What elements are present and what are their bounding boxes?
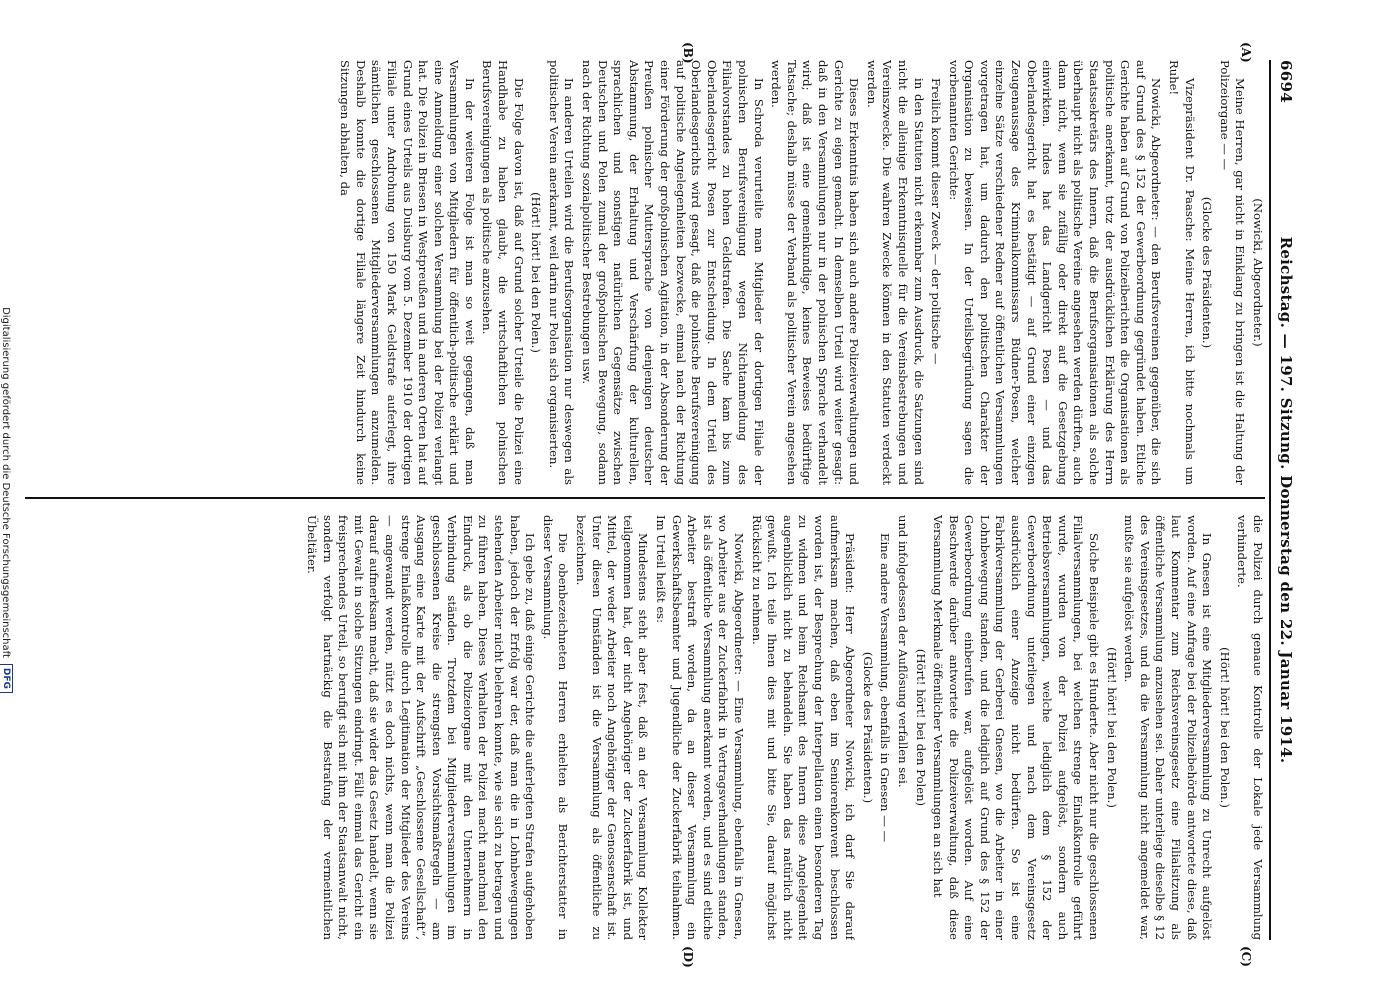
stage-direction: (Glocke des Präsidenten.) (860, 651, 875, 804)
left-column (25, 60, 1265, 485)
paragraph: Vizepräsident Dr. Paasche: Meine Herren, ich bitte nochmals um Ruhe! (1167, 60, 1197, 485)
paragraph: In Gnesen ist eine Mitgliederversammlung zu Unrecht aufgelöst worden. Auf eine Anfrage bei der Polizeibehörde antwortete diese, daß laut Kommentar zum Reichsvereinsgesetz eine Filialsitzung als öffentliche Versammlung anzusehen sei. Daher unterliege dieselbe § 12 des Vereinsgesetzes, und da die Versammlung nicht angemeldet war, mußte sie aufgelöst werden. (1122, 515, 1215, 940)
paragraph: Solche Beispiele gibt es Hunderte. Aber nicht nur die geschlossenen Filialversammlungen, bei welchen strenge Einlaßkontrolle geführt wurde, wurden von der Polizei aufgelöst, sondern auch Betriebsversammlungen, welche lediglich dem § 152 der Gewerbeordnung unterliegen und nach dem Vereinsgesetz ausdrücklich einer Anzeige nicht bedürfen. So ist eine Fabrikversammlung der Gerberei Gnesen, wo die Arbeiter in einer Lohnbewegung standen, und die lediglich auf Grund des § 152 der Gewerbeordnung einberufen war, aufgelöst worden. Auf eine Beschwerde darüber antwortete die Polizeiverwaltung, daß diese Versammlung Merkmale öffentlicher Versammlungen an sich hat (931, 515, 1102, 940)
stage-direction: (Hört! hört! bei den Polen.) (1217, 647, 1232, 808)
paragraph: In der weiteren Folge ist man so weit gegangen, daß man Versammlungen von Mitgliedern für öffentlich-politische erklärt und eine Anmeldung einer solchen Versammlung bei der Polizei verlangt hat. Die Polizei in Briesen in Westpreußen und in anderen Orten hat auf Grund eines Urteils aus Duisburg vom 5. Dezember 1910 der dortigen Filiale unter Androhung von 150 Mark Geldstrafe auferlegt, ihre sämtlichen geschlossenen Mitgliederversammlungen anzumelden. Deshalb konnte die dortige Filiale längere Zeit hindurch keine Sitzungen abhalten, da (338, 60, 477, 485)
page-title: Reichstag. — 197. Sitzung. Donnerstag den 22. Januar 1914. (1277, 236, 1295, 764)
page-number: 6694 (1277, 60, 1295, 103)
paragraph: Die Folge davon ist, daß auf Grund solcher Urteile die Polizei eine Handhabe zu haben glaubt, die wirtschaftlichen polnischen Berufsvereinigungen als politische anzusehen. (480, 60, 526, 485)
right-column (25, 515, 1265, 940)
paragraph: Eine andere Versammlung, ebenfalls in Gnesen — — (878, 533, 893, 843)
column-divider (25, 497, 1265, 499)
paragraph: In anderen Urteilen wird die Berufsorganisation nur deswegen als politischer Verein anerkannt, weil darin nur Polen sich organisierten. (546, 60, 577, 485)
paragraph: Dieses Erkenntnis haben sich auch andere Polizeiverwaltungen und Gerichte zu eigen gemacht. In demselben Urteil wird weiter gesagt: daß in den Versammlungen nur in der polnischen Sprache verhandelt wird; daß ist eine gemeinkundige, keines Beweises bedürftige Tatsache; deshalb müsse der Verband als politischer Verein angesehen werden. (769, 60, 862, 485)
paragraph: Meine Herren, gar nicht in Einklang zu bringen ist die Haltung der Polizeiorgane — — (1217, 60, 1248, 485)
paragraph: und infolgedessen der Auflösung verfallen sei. (895, 515, 910, 788)
speaker-continuation: (Nowicki, Abgeordneter.) (1251, 198, 1265, 347)
margin-marker-d: (D) (681, 946, 695, 968)
digitization-credit (0, 0, 13, 1000)
paragraph: Freilich kommt dieser Zweck — der politische — (929, 78, 944, 365)
page-header (1269, 60, 1297, 940)
paragraph: Ich gebe zu, daß einige Gerichte die auferlegten Strafen aufgehoben haben, jedoch der Erfolg war der, daß man die in Lohnbewegungen stehenden Arbeiter nicht belehren konnte, wie sie sich zu betragen und zu führen haben. Dieses Verhalten der Polizei macht manchmal den Eindruck, als ob die Polizeiorgane mit den Unternehmern in Verbindung ständen. Trotzdem bei Mitgliederversammlungen im geschlossenen Kreise die strengsten Vorsichtsmaßregeln — am Ausgang eine Karte mit der Aufschrift „Geschlossene Gesellschaft“, strenge Einlaßkontrolle durch Legitimation der Mitglieder des Vereins — angewandt werden, nützt es doch nichts, wenn man die Polizei darauf aufmerksam macht, daß sie wider das Gesetz handelt, wenn sie mit Gewalt in solche Sitzungen eindringt. Fällt einmal das Gericht ein freisprechendes Urteil, so berufigt sich mit ihm der Staatsanwalt nicht, sondern verfolgt hartnäckig die Bestrafung der vermeintlichen Übeltäter. (304, 515, 538, 940)
dfg-logo: DFG (0, 664, 13, 693)
margin-marker-a: (A) (1239, 42, 1253, 63)
margin-marker-c: (C) (1239, 946, 1253, 967)
credit-text: Digitalisierung gefördert durch die Deutsche Forschungsgemeinschaft (0, 307, 12, 658)
stage-direction: (Hört! hört! bei den Polen.) (1104, 647, 1119, 808)
stage-direction: (Hört! hört! bei den Polen.) (529, 192, 544, 353)
paragraph: Nowicki, Abgeordneter: — den Berufsvereinen gegenüber, die sich auf Grund des § 152 der Gewerbeordnung gegründet haben. Etliche Gerichte haben auf Grund von Polizeiberichten die Organisationen als politische anerkannt, trotz der ausdrücklichen Erklärung des Herrn Staatssekretärs des Innern, daß die Berufsorganisationen als solche überhaupt nicht als politische Vereine angesehen werden dürften, auch dann nicht, wenn sie zufällig oder direkt auf die Gesetzgebung einwirkten. Indes hat das Landgericht Posen — und das Oberlandesgericht hat es bestätigt — auf Grund einer einzigen Zeugenaussage des Kriminalkommissars Büdner-Posen, welcher einzelne Sätze verschiedener Redner auf öffentlichen Versammlungen vorgetragen hat, um dadurch den politischen Charakter der Organisation zu beweisen. In der Urteilsbegründung sagen die vorbenannten Gerichte: (946, 60, 1164, 485)
margin-marker-b: (B) (681, 42, 695, 64)
quoted-paragraph: in den Statuten nicht erkennbar zum Ausdruck, die Satzungen sind nicht die alleinige Erkenntnisquelle für die Vereinsbestrebungen und Vereinszwecke. Die wahren Zwecke können in den Statuten verdeckt werden. (864, 60, 926, 485)
paragraph: In Schroda verurteilte man Mitglieder der dortigen Filiale der polnischen Berufsvereinigung wegen Nichtanmeldung des Filialvorstandes zu hohen Geldstrafen. Die Sache kam bis zum Oberlandesgericht Posen zur Entscheidung. In dem Urteil des Oberlandesgerichts wird gesagt, daß die polnische Berufsvereinigung auf politische Angelegenheiten bezwecke, einmal nach der Richtung einer Förderung der großpolnischen Agitation, in der Absonderung der Preußen polnischer Muttersprache von denjenigen deutscher Abstammung, der Erhaltung und Verschärfung der kulturellen, sprachlichen und sonstigen natürlichen Gegensätze zwischen Deutschen und Polen zumal der großpolnischen Bewegung, sodann nach der Richtung sozialpolitischer Bestrebungen usw. (580, 60, 766, 485)
stage-direction: (Hört! hört! bei den Polen) (913, 648, 928, 807)
stage-direction: (Glocke des Präsidenten.) (1200, 196, 1215, 349)
paragraph: die Polizei durch genaue Kontrolle der Lokale jede Versammlung verhinderte. (1235, 515, 1265, 940)
paragraph: Die obenbezeichneten Herren erhielten als Berichterstatter in dieser Versammlung. (540, 515, 571, 940)
quoted-paragraph: Mindestens steht aber fest, daß an der Versammlung Kollekter teilgenommen hat, der nicht Angehöriger der Zuckerfabrik ist, und Mittel, der weder Arbeiter noch Angehöriger der Genossenschaft ist. Unter diesen Umständen ist die Versammlung als öffentliche zu bezeichnen. (574, 515, 651, 940)
paragraph: Nowicki, Abgeordneter: — Eine Versammlung, ebenfalls in Gnesen, wo Arbeiter aus der Zuckerfabrik in Vertragsverhandlungen standen, ist als öffentliche Versammlung anerkannt worden, und es sind etliche Arbeiter bestraft worden, da an dieser Versammlung ein Gewerkschaftsbeamter und Jugendliche der Zuckerfabrik teilnahmen. Im Urteil heißt es: (654, 515, 746, 940)
paragraph: Präsident: Herr Abgeordneter Nowicki, ich darf Sie darauf aufmerksam machen, daß eben im Seniorenkonvent beschlossen worden ist, der Besprechung der Interpellation einen besonderen Tag zu widmen und beim Reichsamt des Innern diese Angelegenheit augenblicklich nicht zu behandeln. Sie haben das natürlich nicht gewußt. Ich teile Ihnen dies mit und bitte Sie, darauf möglichst Rücksicht zu nehmen. (749, 515, 858, 940)
